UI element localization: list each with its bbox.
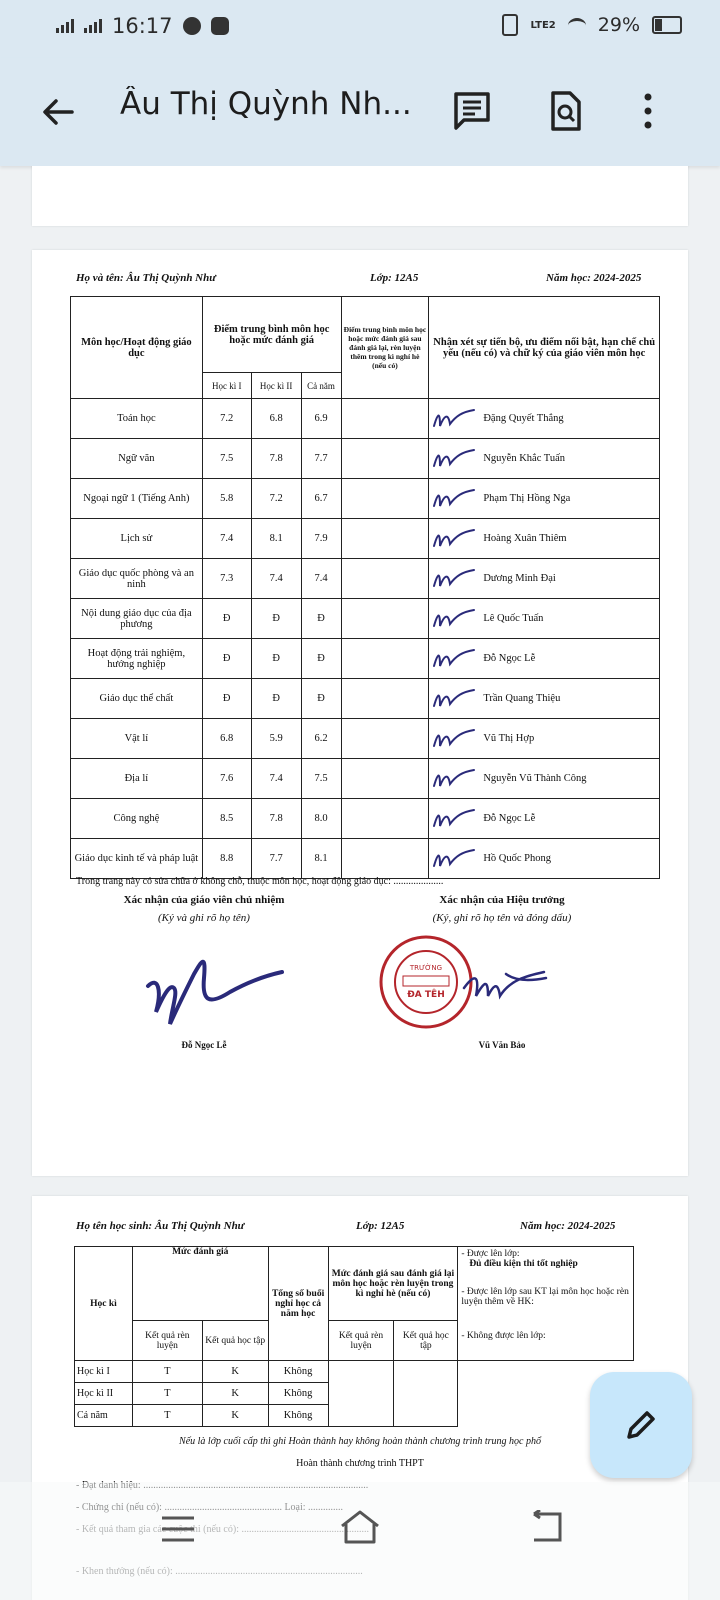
- year-score: Đ: [301, 679, 341, 719]
- homeroom-confirm: Xác nhận của giáo viên chủ nhiệm: [123, 894, 285, 906]
- stamp-school-name: ĐA TÊH: [407, 990, 445, 1000]
- subject-name: Hoạt động trải nghiệm, hướng nghiệp: [71, 639, 203, 679]
- principal-hint: (Ký, ghi rõ họ tên và đóng dấu): [432, 912, 572, 924]
- hk2-score: 7.8: [251, 799, 301, 839]
- conduct-result: T: [132, 1361, 202, 1383]
- system-nav-bar: [0, 1482, 720, 1600]
- subject-name: Vật lí: [71, 719, 203, 759]
- battery-percent: 29%: [597, 14, 640, 36]
- no-promotion-label: - Không được lên lớp:: [461, 1331, 546, 1341]
- teacher-cell: [429, 679, 660, 719]
- retest-score: [341, 759, 429, 799]
- grade-row: [71, 639, 660, 679]
- year-score: 7.5: [301, 759, 341, 799]
- hk2-score: 6.8: [251, 399, 301, 439]
- hk2-score: 7.7: [251, 839, 301, 879]
- subject-name: Nội dung giáo dục của địa phương: [71, 599, 203, 639]
- retest-score: [341, 799, 429, 839]
- retest-score: [341, 439, 429, 479]
- teacher-cell: [429, 759, 660, 799]
- teacher-signature: [431, 686, 477, 712]
- header-subject: Môn học/Hoạt động giáo dục: [71, 297, 203, 399]
- teacher-signature: [431, 566, 477, 592]
- conduct-table: [74, 1246, 634, 1427]
- header-year: Cả năm: [301, 373, 341, 399]
- teacher-name: Nguyễn Vũ Thành Công: [483, 773, 587, 784]
- hk1-score: Đ: [202, 599, 251, 639]
- retest-score: [341, 479, 429, 519]
- hk2-score: 5.9: [251, 719, 301, 759]
- previous-page: [32, 166, 688, 226]
- school-stamp-seal: [376, 932, 602, 1032]
- year-score: 8.1: [301, 839, 341, 879]
- hk1-score: 7.3: [202, 559, 251, 599]
- subject-name: Giáo dục thể chất: [71, 679, 203, 719]
- graduation-note: Nếu là lớp cuối cấp thì ghi Hoàn thành hay không hoàn thành chương trình trung học phổ: [179, 1436, 541, 1447]
- network-type: LTE2: [530, 19, 556, 31]
- hk1-score: 8.8: [202, 839, 251, 879]
- hk2-score: Đ: [251, 599, 301, 639]
- year-score: 6.2: [301, 719, 341, 759]
- hk1-score: Đ: [202, 639, 251, 679]
- year-score: 8.0: [301, 799, 341, 839]
- subject-name: Giáo dục quốc phòng và an ninh: [71, 559, 203, 599]
- teacher-name: Nguyễn Khắc Tuấn: [483, 453, 565, 464]
- header-hk1: Học kì I: [202, 373, 251, 399]
- pencil-icon: [623, 1407, 659, 1443]
- teacher-name: Phạm Thị Hồng Nga: [483, 493, 571, 504]
- grade-row: [71, 719, 660, 759]
- year-score: Đ: [301, 599, 341, 639]
- teacher-cell: [429, 479, 660, 519]
- retest-score: [341, 519, 429, 559]
- battery-icon: [652, 16, 682, 34]
- teacher-cell: [429, 719, 660, 759]
- year-score: 6.7: [301, 479, 341, 519]
- header-comment: Nhận xét sự tiến bộ, ưu điểm nổi bật, hạn chế chủ yếu (nếu có) và chữ ký của giáo viên môn học: [429, 297, 660, 399]
- teacher-name: Đỗ Ngọc Lễ: [483, 653, 536, 664]
- subject-name: Địa lí: [71, 759, 203, 799]
- hk1-score: 8.5: [202, 799, 251, 839]
- hk1-score: 7.5: [202, 439, 251, 479]
- retest-score: [341, 839, 429, 879]
- document-title: Âu Thị Quỳnh Nh...: [120, 86, 412, 122]
- report-page-1: [32, 250, 688, 1176]
- signal-icon: [56, 19, 74, 33]
- retest-promotion-label: - Được lên lớp sau KT lại môn học hoặc rèn luyện thêm về HK:: [461, 1287, 629, 1307]
- teacher-signature: [431, 526, 477, 552]
- subject-name: Giáo dục kinh tế và pháp luật: [71, 839, 203, 879]
- grade-row: [71, 839, 660, 879]
- back-nav-icon[interactable]: [530, 1510, 566, 1544]
- term-name: Học kì I: [75, 1361, 133, 1383]
- subject-name: Lịch sử: [71, 519, 203, 559]
- hk1-score: 7.2: [202, 399, 251, 439]
- teacher-name: Hồ Quốc Phong: [483, 853, 551, 864]
- hk2-score: 8.1: [251, 519, 301, 559]
- retest-score: [341, 559, 429, 599]
- teacher-name: Đặng Quyết Thắng: [483, 413, 564, 424]
- teacher-cell: [429, 559, 660, 599]
- teacher-signature: [431, 846, 477, 872]
- teacher-cell: [429, 439, 660, 479]
- hk2-score: 7.2: [251, 479, 301, 519]
- promotion-label: - Được lên lớp:: [461, 1249, 520, 1259]
- hk2-score: Đ: [251, 639, 301, 679]
- class-label-2: Lớp: 12A5: [356, 1220, 405, 1232]
- promotion-value: Đủ điều kiện thi tốt nghiệp: [469, 1259, 578, 1269]
- term-name: Học kì II: [75, 1383, 133, 1405]
- messenger-icon: [183, 17, 201, 35]
- student-name: Họ và tên: Âu Thị Quỳnh Như: [76, 272, 216, 284]
- grade-row: [71, 559, 660, 599]
- absent-count: Không: [268, 1405, 328, 1427]
- study-result: K: [202, 1405, 268, 1427]
- student-name-2: Họ tên học sinh: Âu Thị Quỳnh Như: [76, 1220, 245, 1232]
- header-re-study: Kết quả học tập: [394, 1321, 458, 1361]
- retest-score: [341, 719, 429, 759]
- school-year: Năm học: 2024-2025: [546, 272, 642, 284]
- re-conduct-cell: [328, 1361, 394, 1427]
- year-score: 7.9: [301, 519, 341, 559]
- retest-score: [341, 599, 429, 639]
- header-absent: Tổng số buổi nghỉ học cả năm học: [268, 1247, 328, 1361]
- hk2-score: 7.8: [251, 439, 301, 479]
- re-study-cell: [394, 1361, 458, 1427]
- hk1-score: 7.4: [202, 519, 251, 559]
- class-label: Lớp: 12A5: [370, 272, 419, 284]
- grades-table: [70, 296, 660, 879]
- homeroom-hint: (Ký và ghi rõ họ tên): [158, 912, 250, 924]
- year-score: 7.7: [301, 439, 341, 479]
- teacher-signature: [431, 606, 477, 632]
- teacher-signature: [431, 406, 477, 432]
- teacher-signature: [431, 486, 477, 512]
- teacher-cell: [429, 399, 660, 439]
- conduct-result: T: [132, 1383, 202, 1405]
- grade-row: [71, 679, 660, 719]
- teacher-cell: [429, 639, 660, 679]
- subject-name: Ngoại ngữ 1 (Tiếng Anh): [71, 479, 203, 519]
- back-arrow-icon[interactable]: [38, 92, 78, 132]
- teacher-name: Lê Quốc Tuấn: [483, 613, 544, 624]
- teacher-name: Vũ Thị Hợp: [483, 733, 535, 744]
- header-conduct: Kết quả rèn luyện: [132, 1321, 202, 1361]
- header-term: Học kì: [75, 1247, 133, 1361]
- hk2-score: 7.4: [251, 559, 301, 599]
- hk1-score: 6.8: [202, 719, 251, 759]
- teacher-cell: [429, 519, 660, 559]
- teacher-signature: [431, 806, 477, 832]
- grade-row: [71, 519, 660, 559]
- find-in-page-icon[interactable]: [545, 90, 585, 132]
- hk1-score: 5.8: [202, 479, 251, 519]
- wifi-icon: [568, 18, 586, 33]
- header-average: Điểm trung bình môn học hoặc mức đánh giá: [202, 297, 341, 373]
- principal-name: Vũ Văn Bảo: [478, 1040, 526, 1050]
- retest-score: [341, 639, 429, 679]
- teacher-signature: [431, 726, 477, 752]
- teacher-name: Dương Minh Đại: [483, 573, 556, 584]
- teacher-signature: [431, 766, 477, 792]
- signal-icon-2: [84, 19, 102, 33]
- study-result: K: [202, 1361, 268, 1383]
- hk2-score: Đ: [251, 679, 301, 719]
- status-bar: [0, 0, 720, 58]
- status-time: 16:17: [112, 14, 173, 38]
- teacher-cell: [429, 839, 660, 879]
- teacher-cell: [429, 799, 660, 839]
- grade-row: [71, 759, 660, 799]
- header-re-conduct: Kết quả rèn luyện: [328, 1321, 394, 1361]
- absent-count: Không: [268, 1383, 328, 1405]
- vibrate-icon: [502, 14, 518, 36]
- completion-status: Hoàn thành chương trình THPT: [296, 1458, 424, 1469]
- hk1-score: 7.6: [202, 759, 251, 799]
- teacher-name: Hoàng Xuân Thiêm: [483, 533, 567, 544]
- teacher-name: Đỗ Ngọc Lễ: [483, 813, 536, 824]
- header-rating: Mức đánh giá: [132, 1247, 268, 1321]
- hk1-score: Đ: [202, 679, 251, 719]
- stamp-label: TRƯỜNG: [409, 964, 443, 972]
- home-icon[interactable]: [338, 1508, 382, 1546]
- year-score: 7.4: [301, 559, 341, 599]
- absent-count: Không: [268, 1361, 328, 1383]
- grade-row: [71, 479, 660, 519]
- retest-score: [341, 399, 429, 439]
- subject-name: Ngữ văn: [71, 439, 203, 479]
- conduct-result: T: [132, 1405, 202, 1427]
- app-bar: [0, 58, 720, 166]
- principal-confirm: Xác nhận của Hiệu trưởng: [439, 894, 565, 906]
- subject-name: Công nghệ: [71, 799, 203, 839]
- header-hk2: Học kì II: [251, 373, 301, 399]
- header-re-rating: Mức đánh giá sau đánh giá lại môn học hoặc rèn luyện trong kì nghỉ hè (nếu có): [328, 1247, 458, 1321]
- teacher-cell: [429, 599, 660, 639]
- grade-row: [71, 439, 660, 479]
- subject-name: Toán học: [71, 399, 203, 439]
- study-result: K: [202, 1383, 268, 1405]
- app-notification-icon: [211, 17, 229, 35]
- teacher-signature: [431, 646, 477, 672]
- grade-row: [71, 799, 660, 839]
- hk2-score: 7.4: [251, 759, 301, 799]
- comments-icon[interactable]: [452, 90, 492, 132]
- retest-score: [341, 679, 429, 719]
- edit-fab-button[interactable]: [590, 1372, 692, 1478]
- year-score: Đ: [301, 639, 341, 679]
- term-name: Cả năm: [75, 1405, 133, 1427]
- homeroom-signature: [142, 938, 292, 1030]
- header-retest: Điểm trung bình môn học hoặc mức đánh giá sau đánh giá lại, rèn luyện thêm trong kì nghỉ hè (nếu có): [341, 297, 429, 399]
- term-row: [75, 1361, 634, 1383]
- year-score: 6.9: [301, 399, 341, 439]
- teacher-name: Trần Quang Thiệu: [483, 693, 561, 704]
- header-study: Kết quả học tập: [202, 1321, 268, 1361]
- grade-row: [71, 599, 660, 639]
- recent-apps-icon[interactable]: [160, 1514, 196, 1544]
- correction-note: Trong trang này có sửa chữa ở không chỗ, thuộc môn học, hoạt động giáo dục: ....................: [76, 876, 444, 887]
- school-year-2: Năm học: 2024-2025: [520, 1220, 616, 1232]
- grade-row: [71, 399, 660, 439]
- homeroom-name: Đỗ Ngọc Lễ: [181, 1040, 227, 1050]
- teacher-signature: [431, 446, 477, 472]
- more-options-icon[interactable]: [640, 90, 656, 132]
